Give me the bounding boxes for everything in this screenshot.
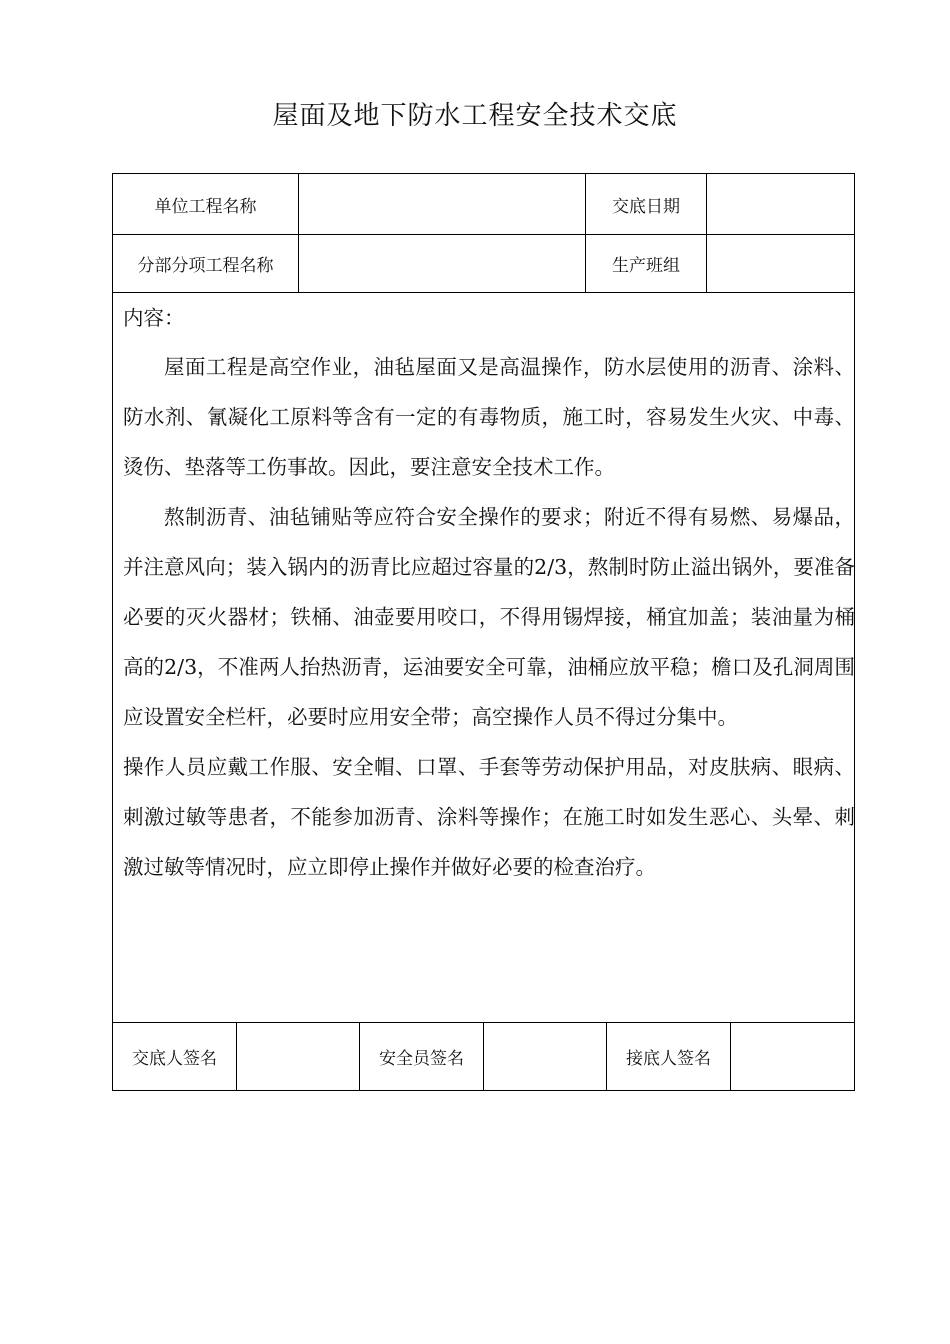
- briefing-form: [112, 173, 855, 1091]
- briefer-signature-field[interactable]: [237, 1023, 359, 1090]
- content-paragraph: 屋面工程是高空作业，油毡屋面又是高温操作，防水层使用的沥青、涂料、防水剂、氰凝化工原料等含有一定的有毒物质，施工时，容易发生火灾、中毒、烫伤、垫落等工伤事故。因此，要注意安全技术工作。: [123, 355, 855, 479]
- date-label: 交底日期: [612, 196, 680, 217]
- content-paragraph: 熬制沥青、油毡铺贴等应符合安全操作的要求；附近不得有易燃、易爆品，并注意风向；装入锅内的沥青比应超过容量的2/3，熬制时防止溢出锅外，要准备必要的灭火器材；铁桶、油壶要用咬口，不得用锡焊接，桶宜加盖；装油量为桶高的2/3，不准两人抬热沥青，运油要安全可靠，油桶应放平稳；檐口及孔洞周围应设置安全栏杆，必要时应用安全带；高空操作人员不得过分集中。: [123, 505, 855, 729]
- sub-project-label: 分部分项工程名称: [137, 256, 274, 276]
- content-section: [123, 294, 855, 892]
- briefer-signature-label: 交底人签名: [132, 1049, 217, 1069]
- sub-project-field[interactable]: [299, 235, 585, 292]
- date-field[interactable]: [707, 174, 855, 234]
- document-title: 屋面及地下防水工程安全技术交底: [272, 101, 678, 131]
- row-divider: [113, 292, 854, 293]
- project-name-field[interactable]: [299, 174, 585, 234]
- content-label: 内容：: [123, 306, 185, 330]
- safety-officer-signature-field[interactable]: [484, 1023, 606, 1090]
- team-label: 生产班组: [612, 256, 680, 276]
- project-name-label: 单位工程名称: [154, 196, 257, 217]
- receiver-signature-field[interactable]: [731, 1023, 854, 1090]
- safety-officer-signature-label: 安全员签名: [379, 1049, 464, 1069]
- receiver-signature-label: 接底人签名: [626, 1049, 711, 1069]
- content-paragraph: 操作人员应戴工作服、安全帽、口罩、手套等劳动保护用品，对皮肤病、眼病、刺激过敏等患者，不能参加沥青、涂料等操作；在施工时如发生恶心、头晕、刺激过敏等情况时，应立即停止操作并做好必要的检查治疗。: [123, 755, 855, 879]
- team-field[interactable]: [707, 235, 855, 292]
